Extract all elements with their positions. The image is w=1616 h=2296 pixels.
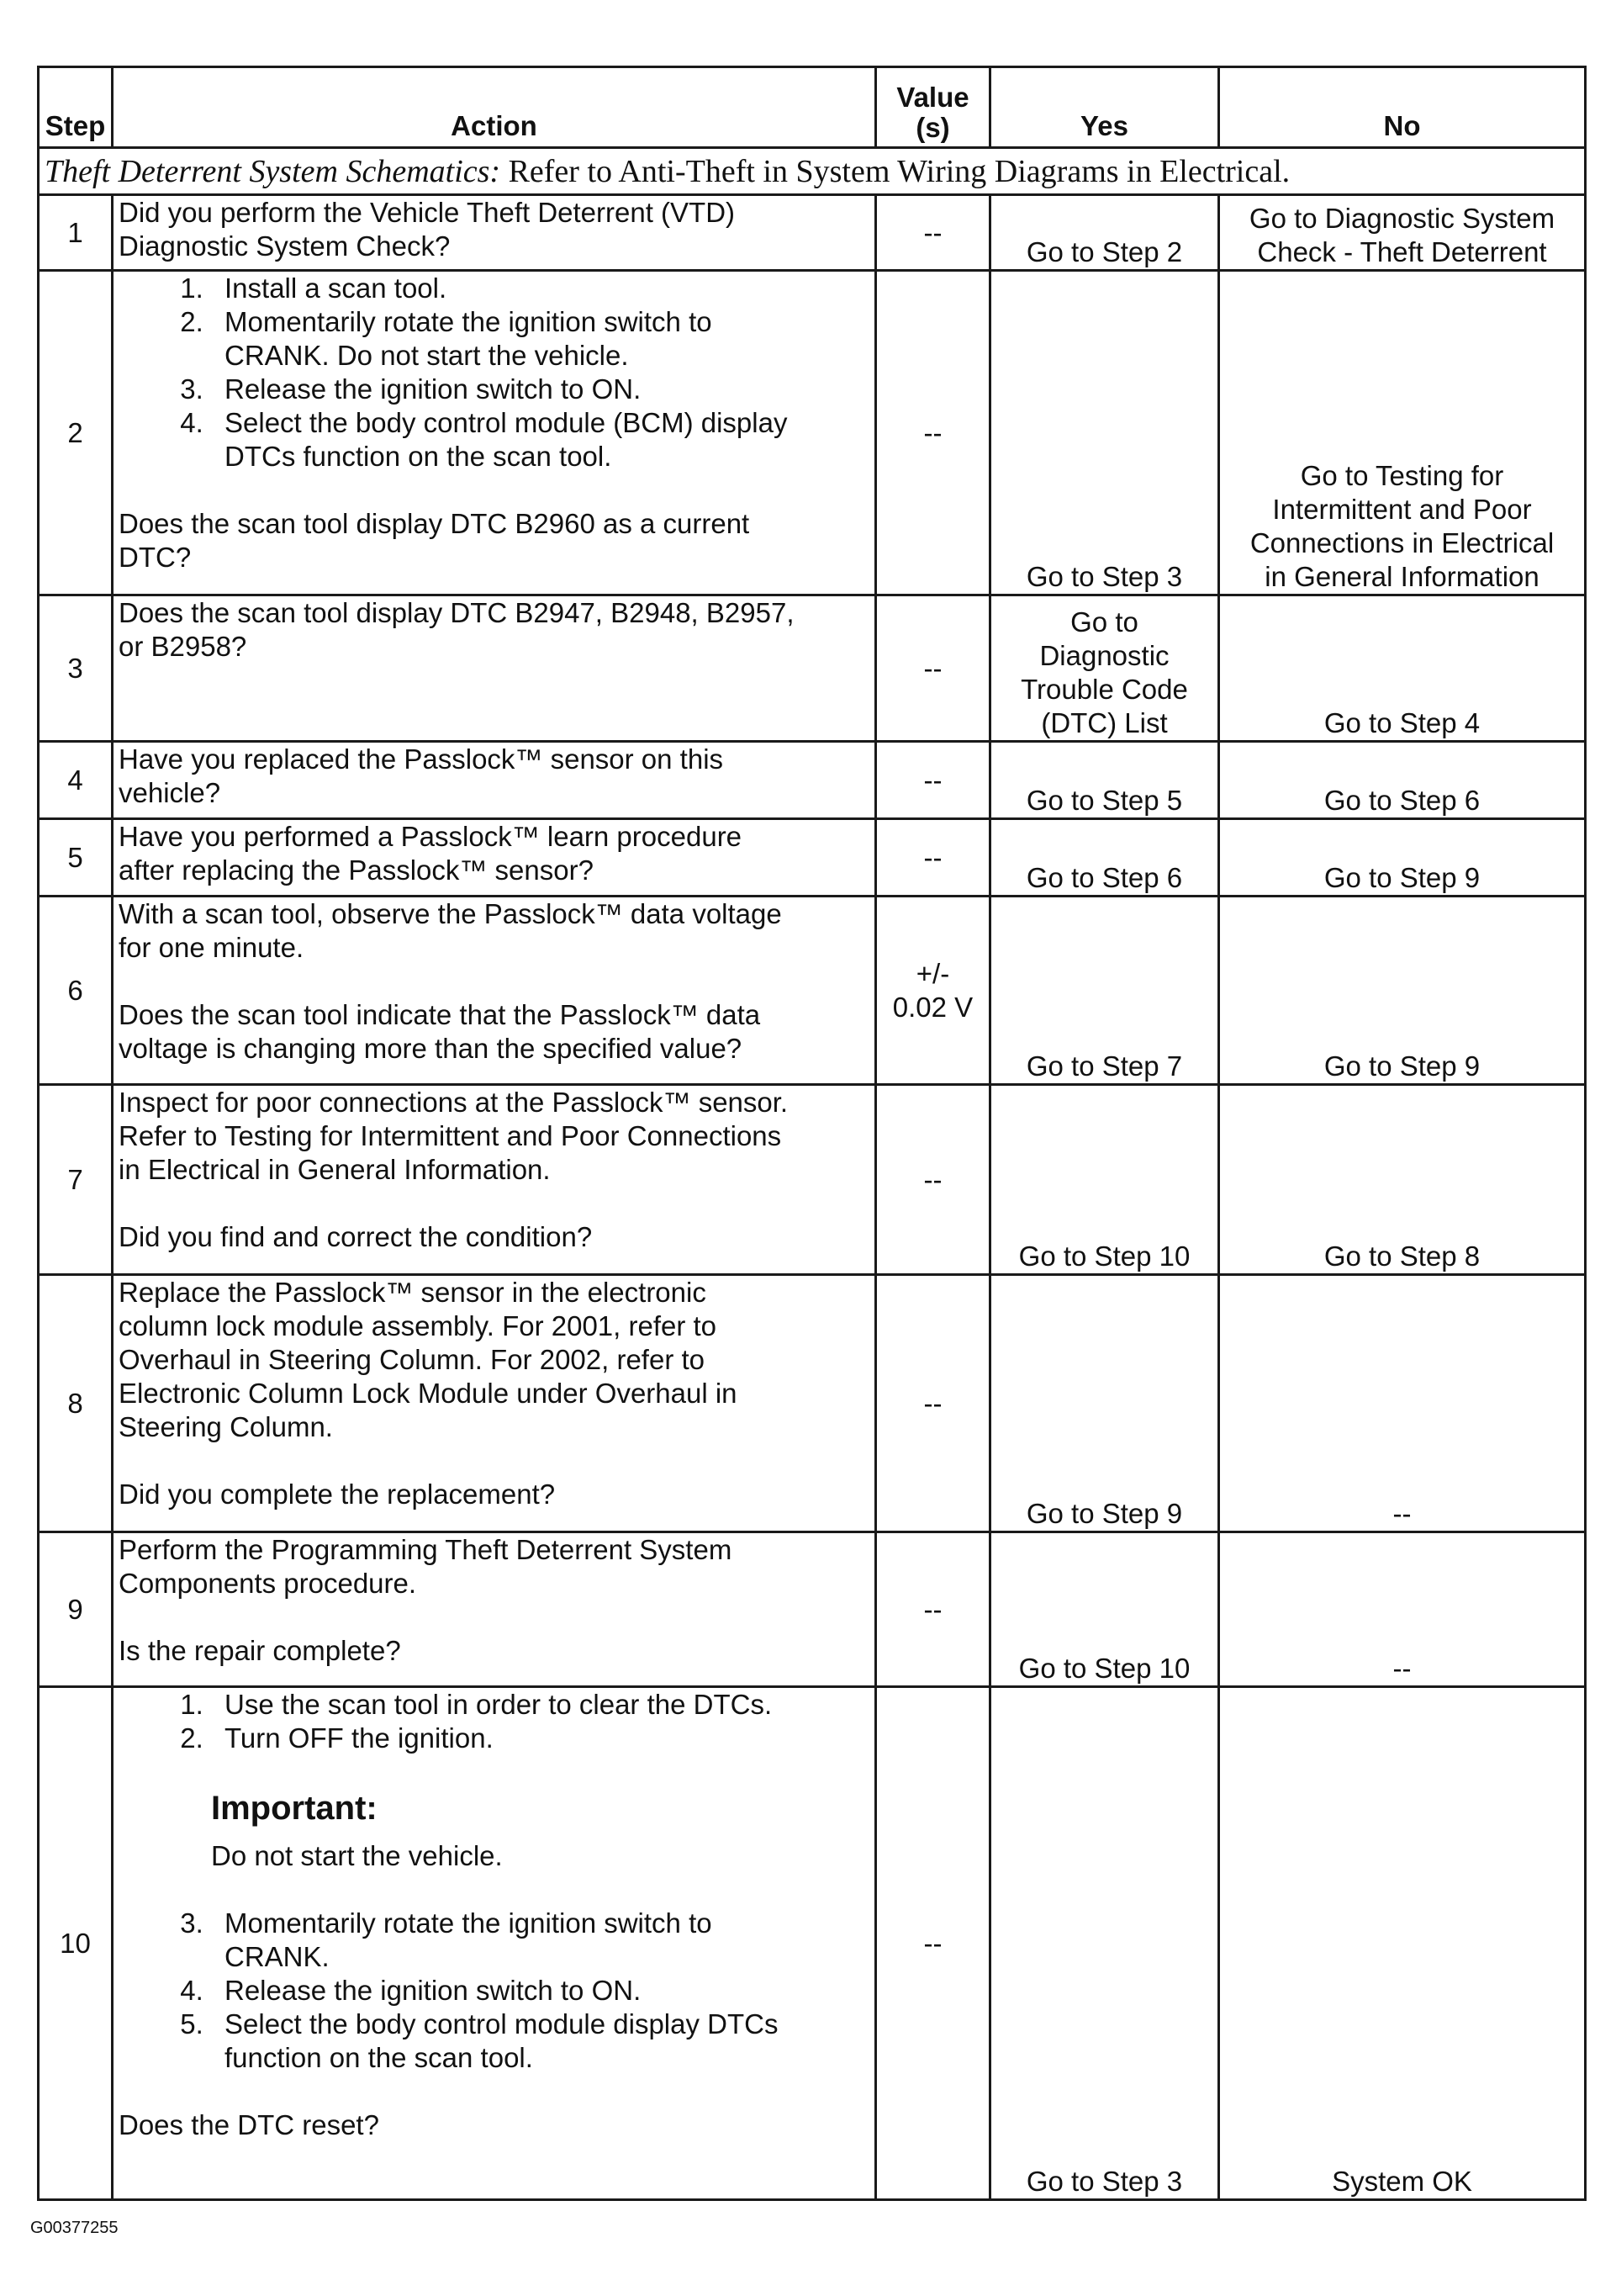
action-cell	[113, 1275, 876, 1532]
action-text: With a scan tool, observe the Passlock™ data voltage for one minute.	[119, 898, 782, 963]
procedure-list	[119, 1688, 869, 1755]
table-row	[39, 195, 1586, 271]
banner-italic: Theft Deterrent System Schematics:	[45, 153, 501, 189]
no-header: No	[1219, 67, 1586, 148]
step-number: 10	[39, 1687, 113, 2200]
no-cell: Go to Diagnostic System Check - Theft Deterrent	[1219, 195, 1586, 271]
value-cell: --	[876, 595, 990, 742]
procedure-list	[119, 272, 869, 473]
no-cell: Go to Step 8	[1219, 1085, 1586, 1275]
value-header: Value (s)	[876, 67, 990, 148]
list-item: 3. Momentarily rotate the ignition switch to CRANK.	[211, 1907, 869, 1974]
table-row	[39, 595, 1586, 742]
no-cell: Go to Step 6	[1219, 742, 1586, 819]
value-cell: --	[876, 271, 990, 595]
yes-cell: Go to Step 7	[990, 897, 1219, 1085]
action-text: Inspect for poor connections at the Passlock™ sensor. Refer to Testing for Intermittent and Poor Connections in Electrical in General Information.	[119, 1087, 789, 1185]
yes-header: Yes	[990, 67, 1219, 148]
table-row	[39, 1687, 1586, 2200]
action-cell	[113, 1532, 876, 1687]
question-text: Does the scan tool display DTC B2960 as a current DTC?	[119, 508, 750, 573]
yes-cell: Go to Step 2	[990, 195, 1219, 271]
value-cell: --	[876, 195, 990, 271]
list-item: 2. Turn OFF the ignition.	[211, 1722, 869, 1755]
header-row	[39, 67, 1586, 148]
list-item: 1. Use the scan tool in order to clear the DTCs.	[211, 1688, 869, 1722]
banner-row	[39, 148, 1586, 195]
yes-cell: Go to Step 3	[990, 271, 1219, 595]
diagnostic-table	[37, 66, 1587, 2201]
no-cell: System OK	[1219, 1687, 1586, 2200]
step-number: 8	[39, 1275, 113, 1532]
table-row	[39, 271, 1586, 595]
question-text: Did you find and correct the condition?	[119, 1221, 593, 1252]
action-text: Have you replaced the Passlock™ sensor on this vehicle?	[113, 742, 876, 819]
action-cell	[113, 897, 876, 1085]
question-text: Does the scan tool indicate that the Passlock™ data voltage is changing more than the specified value?	[119, 999, 761, 1064]
action-cell	[113, 1085, 876, 1275]
table-row	[39, 1532, 1586, 1687]
action-text: Perform the Programming Theft Deterrent System Components procedure.	[119, 1534, 732, 1599]
procedure-list	[119, 1907, 869, 2075]
schematics-reference	[39, 148, 1586, 195]
no-cell: --	[1219, 1275, 1586, 1532]
table-row	[39, 897, 1586, 1085]
yes-cell: Go to Step 6	[990, 819, 1219, 897]
list-item: 5. Select the body control module display DTCs function on the scan tool.	[211, 2008, 869, 2075]
important-note: Do not start the vehicle.	[211, 1840, 503, 1871]
list-item: 1. Install a scan tool.	[211, 272, 869, 305]
action-cell	[113, 271, 876, 595]
action-text: Did you perform the Vehicle Theft Deterrent (VTD) Diagnostic System Check?	[113, 195, 876, 271]
important-heading: Important:	[211, 1790, 378, 1827]
yes-cell: Go to Step 3	[990, 1687, 1219, 2200]
value-cell: --	[876, 1532, 990, 1687]
step-header: Step	[39, 67, 113, 148]
yes-cell: Go to Step 9	[990, 1275, 1219, 1532]
step-number: 5	[39, 819, 113, 897]
list-item: 4. Release the ignition switch to ON.	[211, 1974, 869, 2008]
no-cell: Go to Testing for Intermittent and Poor Connections in Electrical in General Information	[1219, 271, 1586, 595]
value-cell: +/- 0.02 V	[876, 897, 990, 1085]
no-cell: Go to Step 4	[1219, 595, 1586, 742]
no-cell: Go to Step 9	[1219, 819, 1586, 897]
action-header: Action	[113, 67, 876, 148]
action-text: Replace the Passlock™ sensor in the electronic column lock module assembly. For 2001, refer to Overhaul in Steering Column. For 2002, refer to Electronic Column Lock Module under Overhaul in Steering Column.	[119, 1277, 737, 1442]
question-text: Is the repair complete?	[119, 1635, 401, 1666]
value-cell: --	[876, 742, 990, 819]
step-number: 2	[39, 271, 113, 595]
list-item: 4. Select the body control module (BCM) display DTCs function on the scan tool.	[211, 406, 869, 473]
table-row	[39, 819, 1586, 897]
action-text: Have you performed a Passlock™ learn procedure after replacing the Passlock™ sensor?	[113, 819, 876, 897]
step-number: 6	[39, 897, 113, 1085]
yes-cell: Go to Diagnostic Trouble Code (DTC) List	[990, 595, 1219, 742]
step-number: 4	[39, 742, 113, 819]
value-cell: --	[876, 1085, 990, 1275]
action-text: Does the scan tool display DTC B2947, B2948, B2957, or B2958?	[113, 595, 876, 742]
step-number: 9	[39, 1532, 113, 1687]
step-number: 3	[39, 595, 113, 742]
step-number: 1	[39, 195, 113, 271]
table-row	[39, 1085, 1586, 1275]
question-text: Did you complete the replacement?	[119, 1479, 556, 1510]
step-number: 7	[39, 1085, 113, 1275]
action-cell	[113, 1687, 876, 2200]
list-item: 2. Momentarily rotate the ignition switch to CRANK. Do not start the vehicle.	[211, 305, 869, 373]
table-row	[39, 1275, 1586, 1532]
yes-cell: Go to Step 10	[990, 1532, 1219, 1687]
value-cell: --	[876, 1687, 990, 2200]
yes-cell: Go to Step 5	[990, 742, 1219, 819]
banner-text: Refer to Anti-Theft in System Wiring Diagrams in Electrical.	[500, 153, 1291, 189]
document-id: G00377255	[30, 2219, 119, 2237]
list-item: 3. Release the ignition switch to ON.	[211, 373, 869, 406]
value-cell: --	[876, 1275, 990, 1532]
question-text: Does the DTC reset?	[119, 2109, 379, 2140]
no-cell: --	[1219, 1532, 1586, 1687]
table-row	[39, 742, 1586, 819]
no-cell: Go to Step 9	[1219, 897, 1586, 1085]
value-cell: --	[876, 819, 990, 897]
yes-cell: Go to Step 10	[990, 1085, 1219, 1275]
